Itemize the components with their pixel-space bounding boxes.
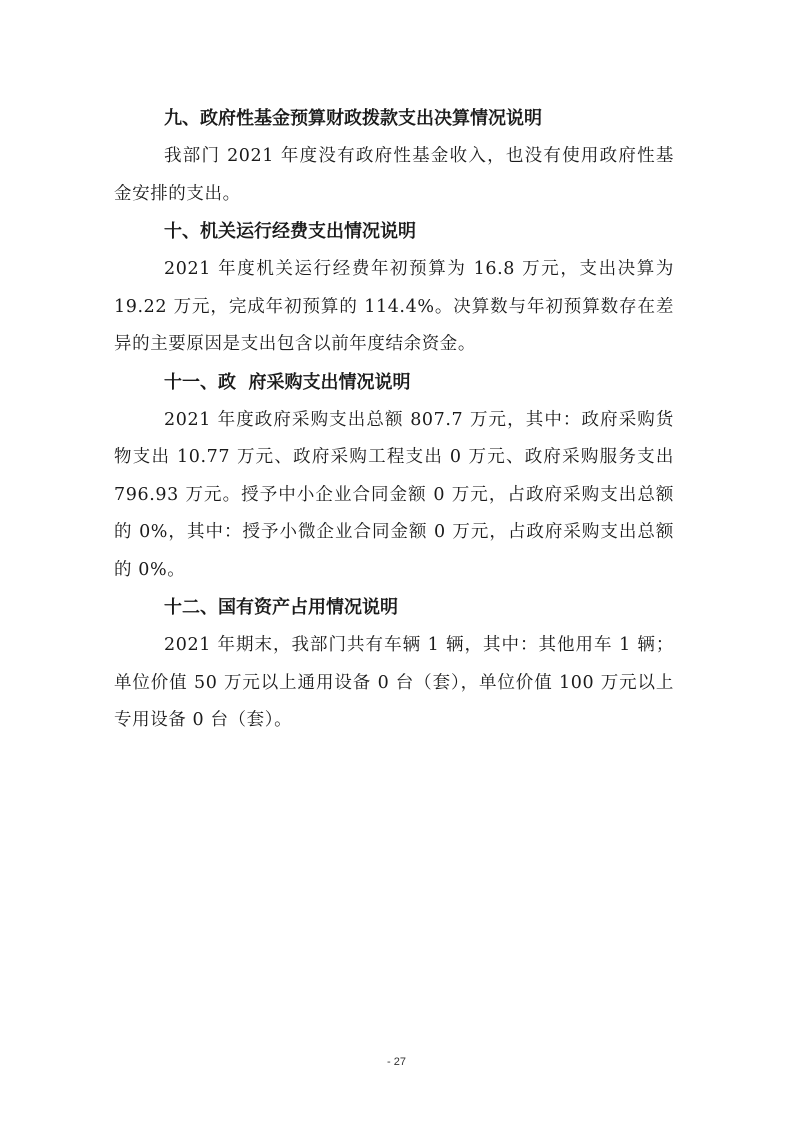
section-paragraph: 2021 年度政府采购支出总额 807.7 万元，其中：政府采购货物支出 10.77 万元、政府采购工程支出 0 万元、政府采购服务支出 796.93 万元。授予中小企业合同金额 0 万元，占政府采购支出总额的 0%，其中：授予小微企业合同金额 0 万元，占政府采购支出总额的 0%。: [114, 409, 674, 580]
document-body: [114, 100, 674, 740]
section-government-procurement: [114, 364, 674, 590]
section-heading: 九、政府性基金预算财政拨款支出决算情况说明: [164, 108, 542, 129]
page-number: - 27: [387, 1056, 406, 1068]
section-paragraph: 我部门 2021 年度没有政府性基金收入，也没有使用政府性基金安排的支出。: [114, 146, 674, 204]
section-heading: 十一、政 府采购支出情况说明: [164, 371, 411, 393]
section-paragraph: 2021 年期末，我部门共有车辆 1 辆，其中：其他用车 1 辆；单位价值 50 万元以上通用设备 0 台（套），单位价值 100 万元以上专用设备 0 台（套）。: [114, 635, 674, 730]
section-heading: 十、机关运行经费支出情况说明: [164, 221, 416, 242]
section-state-assets: [114, 589, 674, 740]
section-government-fund: [114, 100, 674, 213]
section-paragraph: 2021 年度机关运行经费年初预算为 16.8 万元，支出决算为 19.22 万元，完成年初预算的 114.4%。决算数与年初预算数存在差异的主要原因是支出包含以前年度结余资金。: [114, 259, 674, 354]
section-heading: 十二、国有资产占用情况说明: [164, 597, 398, 618]
section-operating-expenses: [114, 213, 674, 364]
